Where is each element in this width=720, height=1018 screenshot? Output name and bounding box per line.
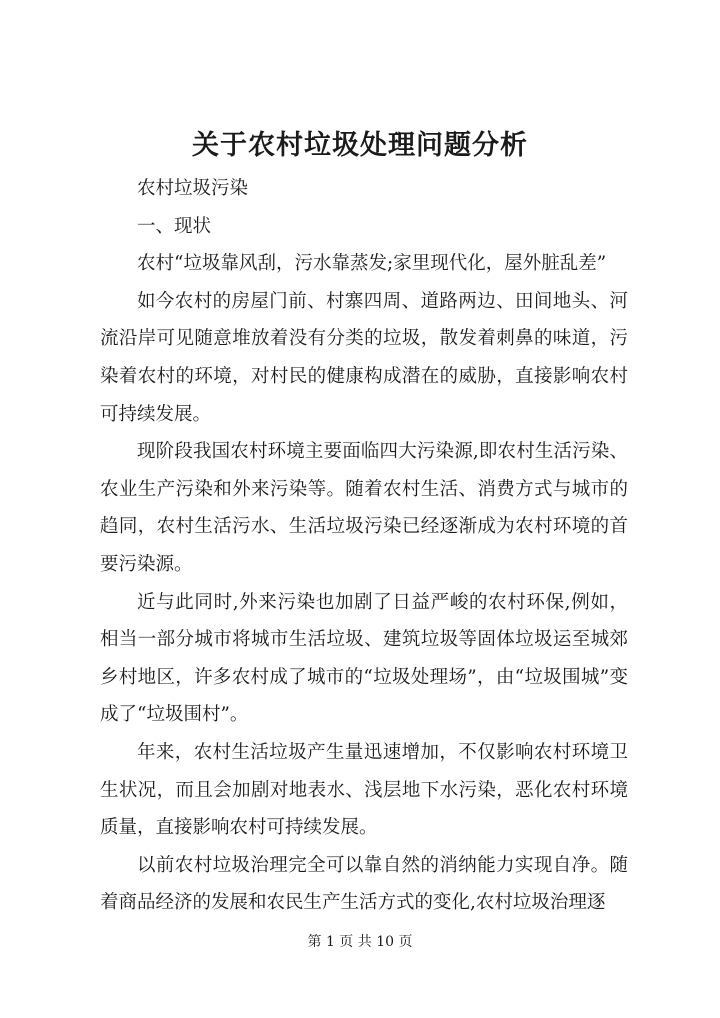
paragraph: 农村“垃圾靠风刮，污水靠蒸发;家里现代化，屋外脏乱差” [137, 253, 607, 275]
paragraph: 年来，农村生活垃圾产生量迅速增加，不仅影响农村环境卫生状况，而且会加剧对地表水、浅层地下水污染，恶化农村环境质量，直接影响农村可持续发展。 [100, 741, 628, 839]
document-body [100, 170, 628, 922]
paragraph: 一、现状 [137, 215, 212, 237]
paragraph: 如今农村的房屋门前、村寨四周、道路两边、田间地头、河流沿岸可见随意堆放着没有分类的垃圾，散发着刺鼻的味道，污染着农村的环境，对村民的健康构成潜在的威胁，直接影响农村可持续发展。 [100, 290, 628, 425]
page-number-footer: 第 1 页 共 10 页 [307, 934, 413, 950]
paragraph: 以前农村垃圾治理完全可以靠自然的消纳能力实现自净。随着商品经济的发展和农民生产生活方式的变化,农村垃圾治理逐 [100, 854, 628, 914]
document-title: 关于农村垃圾处理问题分析 [192, 130, 528, 161]
paragraph: 现阶段我国农村环境主要面临四大污染源,即农村生活污染、农业生产污染和外来污染等。随着农村生活、消费方式与城市的趋同，农村生活污水、生活垃圾污染已经逐渐成为农村环境的首要污染源。 [100, 441, 628, 575]
paragraph: 近与此同时,外来污染也加剧了日益严峻的农村环保,例如，相当一部分城市将城市生活垃圾、建筑垃圾等固体垃圾运至城郊乡村地区，许多农村成了城市的“垃圾处理场”，由“垃圾围城”变成了“垃圾围村”。 [100, 591, 628, 726]
paragraph: 农村垃圾污染 [137, 178, 249, 199]
